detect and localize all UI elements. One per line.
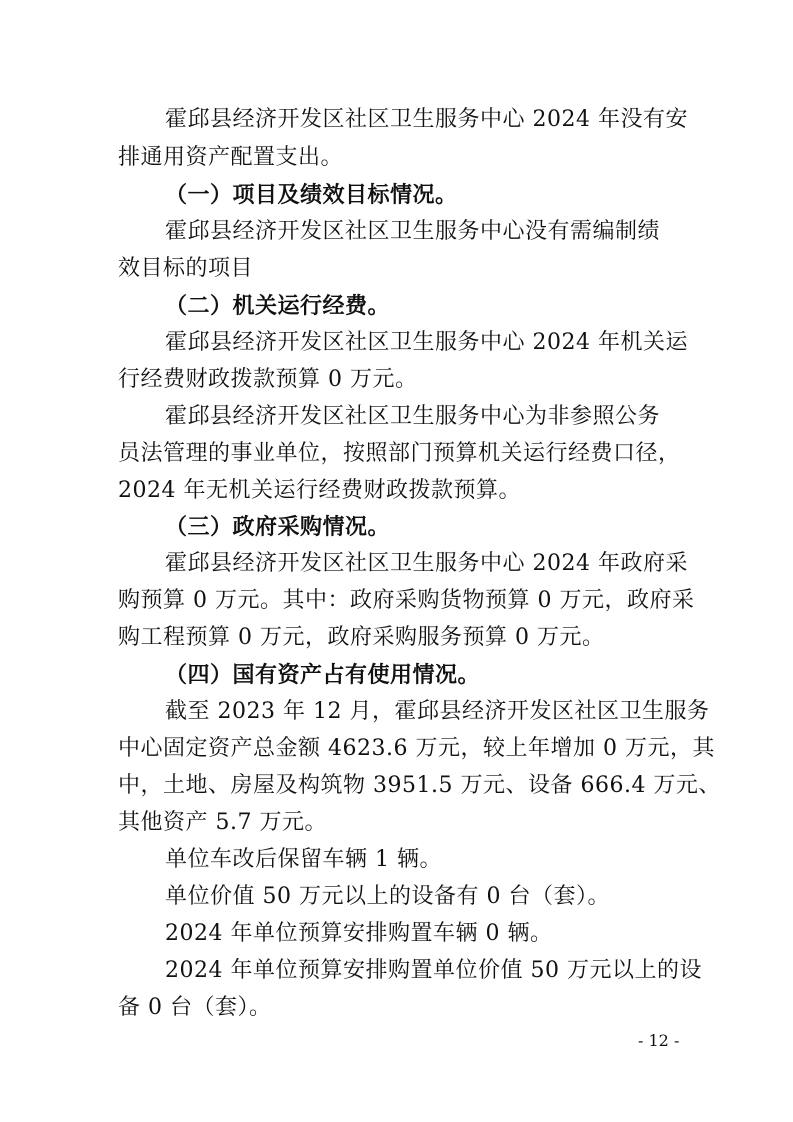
paragraph-line: 行经费财政拨款预算 0 万元。 (118, 367, 418, 392)
paragraph-line: 中心固定资产总金额 4623.6 万元，较上年增加 0 万元，其 (118, 736, 715, 761)
paragraph-line: 截至 2023 年 12 月，霍邱县经济开发区社区卫生服务 (165, 699, 710, 724)
paragraph-line: 单位车改后保留车辆 1 辆。 (165, 847, 442, 872)
section-heading: （二）机关运行经费。 (165, 293, 391, 319)
paragraph-line: 霍邱县经济开发区社区卫生服务中心 2024 年政府采 (165, 551, 688, 576)
paragraph-line: 其他资产 5.7 万元。 (118, 810, 327, 835)
paragraph-line: 霍邱县经济开发区社区卫生服务中心 2024 年机关运 (165, 330, 688, 355)
paragraph-line: 中，土地、房屋及构筑物 3951.5 万元、设备 666.4 万元、 (118, 773, 721, 798)
paragraph-line: 排通用资产配置支出。 (118, 145, 344, 170)
paragraph-line: 购工程预算 0 万元，政府采购服务预算 0 万元。 (118, 625, 605, 650)
paragraph-line: 霍邱县经济开发区社区卫生服务中心没有需编制绩 (165, 219, 661, 244)
paragraph-line: 霍邱县经济开发区社区卫生服务中心 2024 年没有安 (165, 107, 688, 132)
paragraph-line: 员法管理的事业单位，按照部门预算机关运行经费口径， (118, 441, 681, 466)
paragraph-line: 2024 年单位预算安排购置单位价值 50 万元以上的设 (165, 958, 702, 983)
paragraph-line: 霍邱县经济开发区社区卫生服务中心为非参照公务 (165, 404, 661, 429)
paragraph-line: 单位价值 50 万元以上的设备有 0 台（套）。 (165, 884, 610, 909)
section-heading: （三）政府采购情况。 (165, 514, 391, 540)
paragraph-line: 备 0 台（套）。 (118, 995, 272, 1020)
section-heading: （四）国有资产占有使用情况。 (165, 662, 481, 688)
paragraph-line: 效目标的项目 (118, 256, 254, 281)
page-number: - 12 - (638, 1031, 680, 1050)
section-heading: （一）项目及绩效目标情况。 (165, 182, 458, 208)
paragraph-line: 购预算 0 万元。其中：政府采购货物预算 0 万元，政府采 (118, 588, 695, 613)
paragraph-line: 2024 年无机关运行经费财政拨款预算。 (118, 478, 521, 503)
paragraph-line: 2024 年单位预算安排购置车辆 0 辆。 (165, 921, 553, 946)
